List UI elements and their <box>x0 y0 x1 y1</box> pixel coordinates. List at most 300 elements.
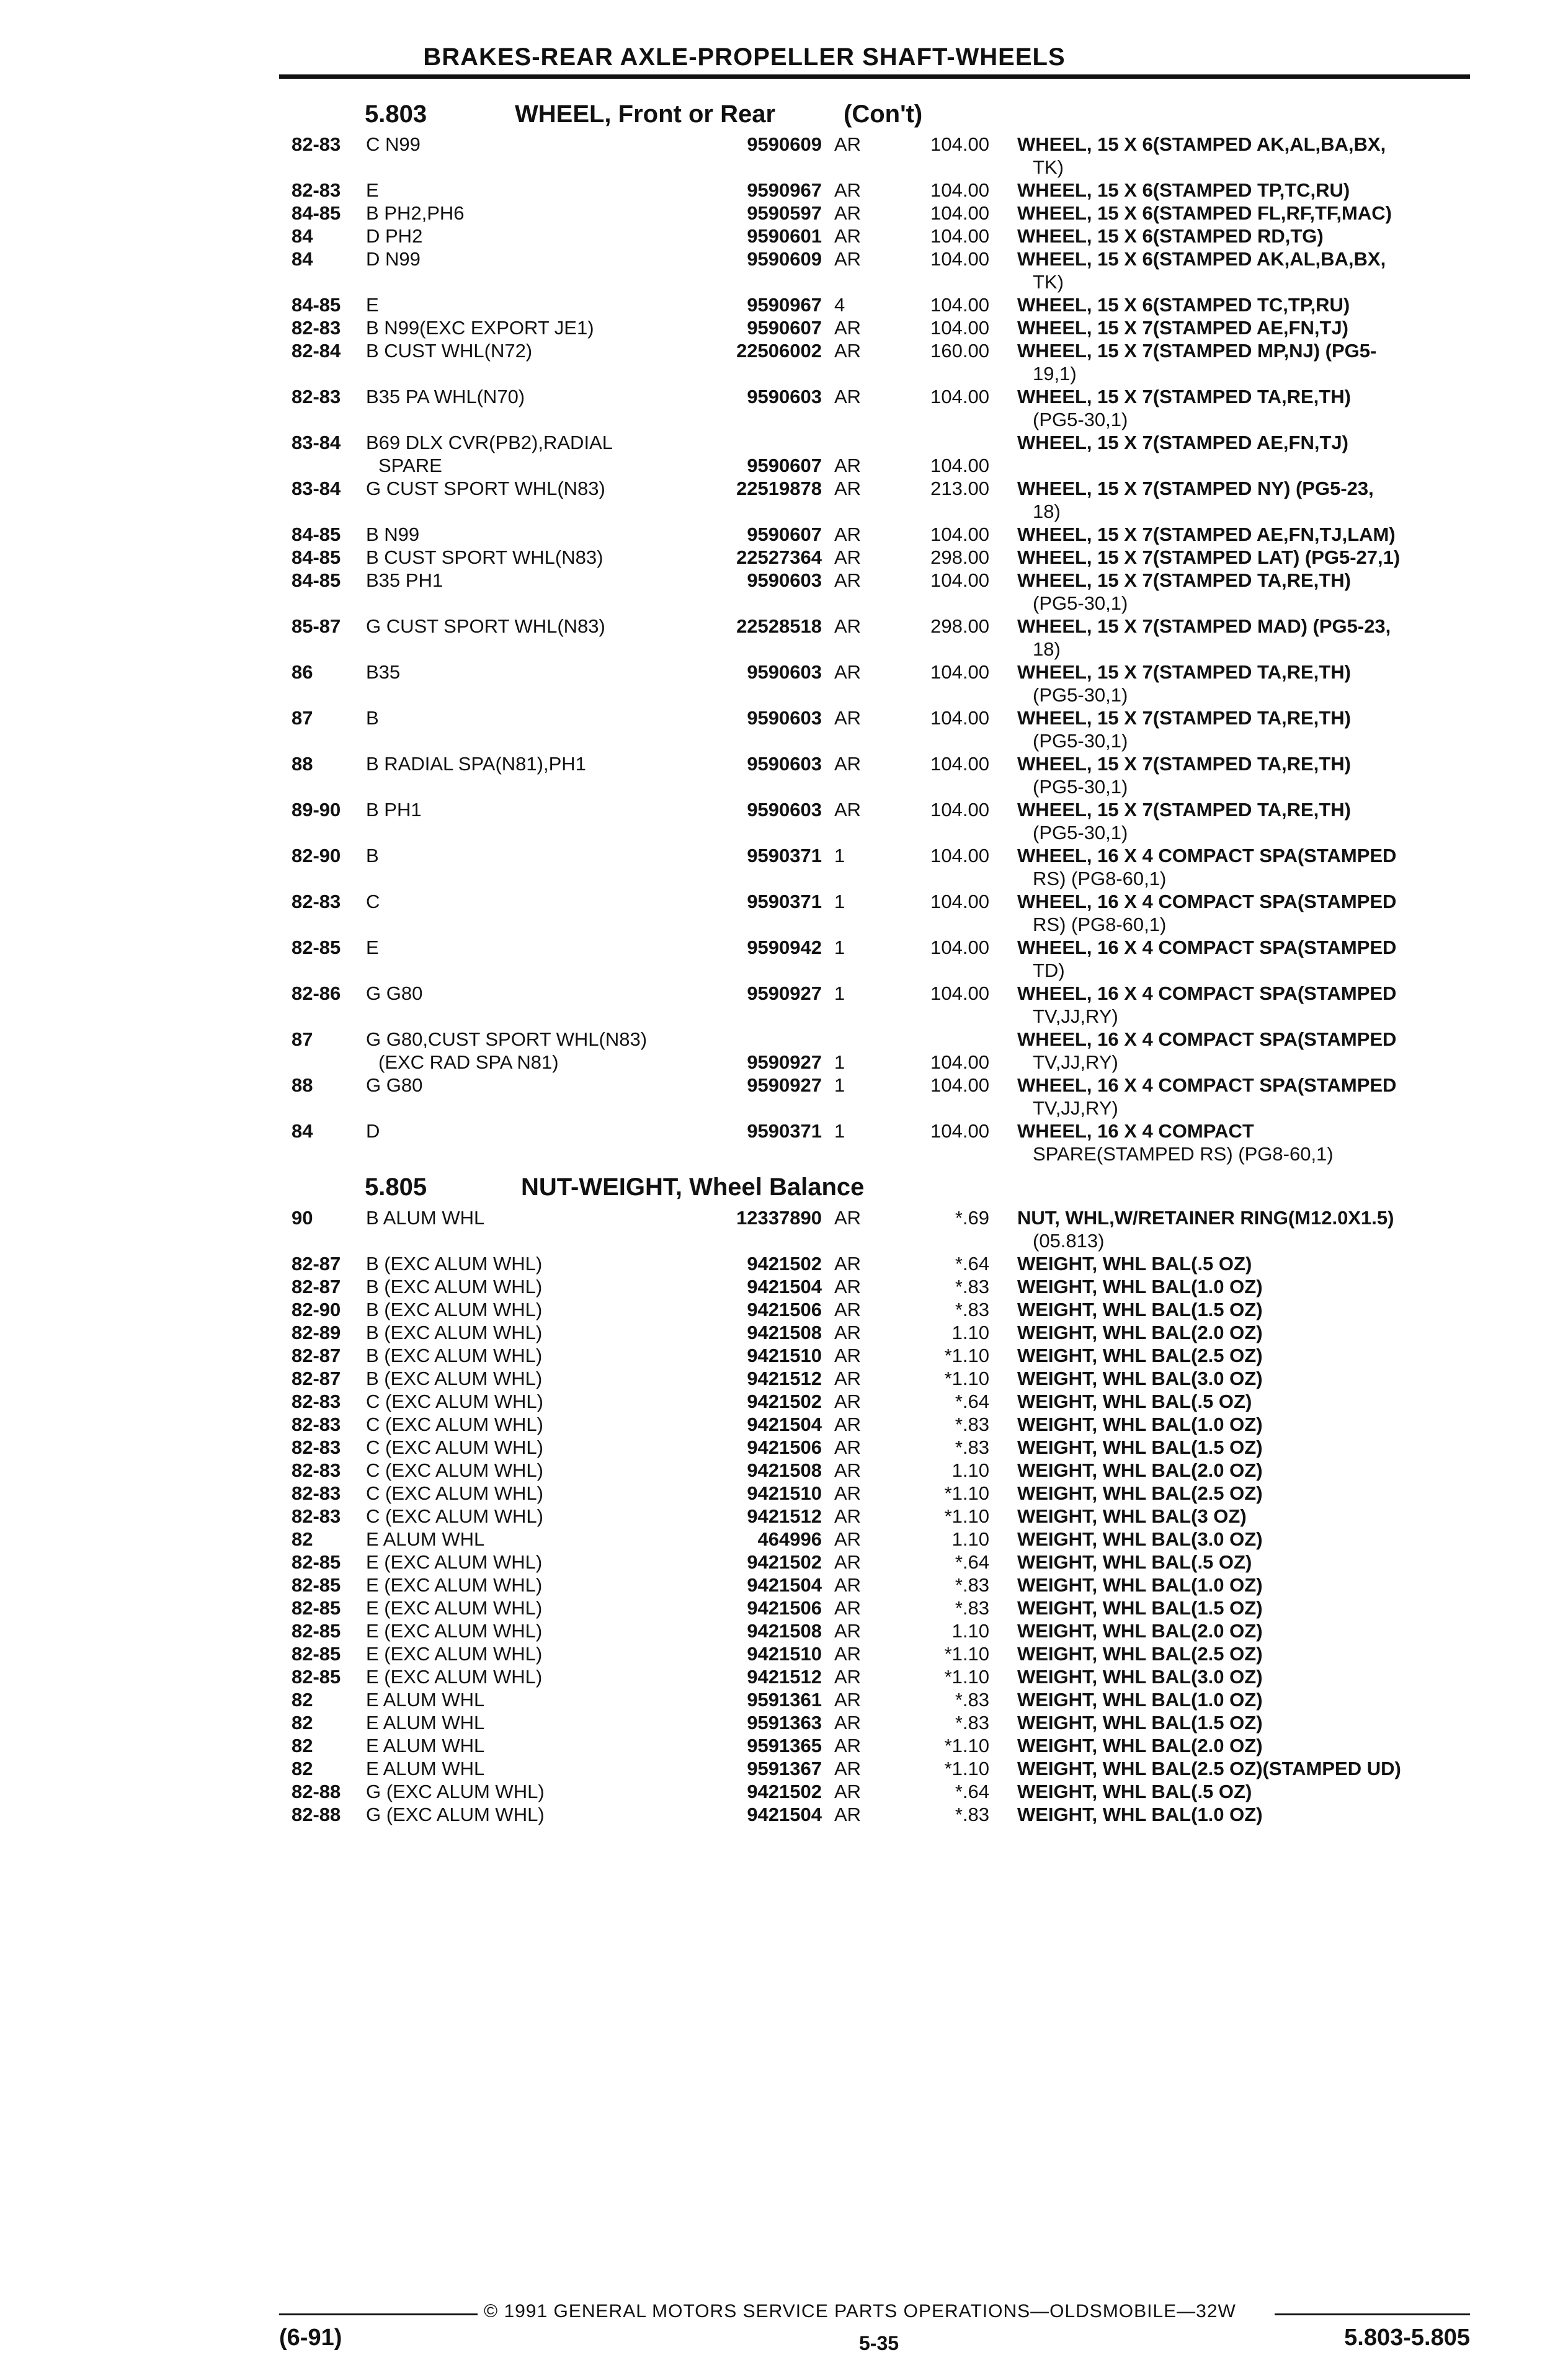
part-description: WEIGHT, WHL BAL(1.5 OZ) <box>1017 1597 1263 1619</box>
table-row <box>0 753 1568 799</box>
price: *1.10 <box>944 1368 989 1389</box>
model-year: 82-83 <box>292 386 341 407</box>
quantity: AR <box>834 1505 862 1527</box>
section-name: NUT-WEIGHT, Wheel Balance <box>521 1173 865 1201</box>
table-row <box>0 317 1568 340</box>
model-year: 82 <box>292 1689 313 1711</box>
quantity: AR <box>834 1689 862 1711</box>
table-row <box>0 1253 1568 1276</box>
price: 104.00 <box>930 707 989 729</box>
part-description: WHEEL, 15 X 6(STAMPED RD,TG) <box>1017 225 1324 247</box>
model-description: B (EXC ALUM WHL) <box>366 1345 543 1366</box>
part-description-cont: 18) <box>1033 638 1061 660</box>
section-number: 5.805 <box>365 1173 427 1201</box>
part-number: 9421510 <box>747 1643 822 1665</box>
model-year: 82 <box>292 1758 313 1779</box>
quantity: AR <box>834 225 862 247</box>
quantity: AR <box>834 753 862 775</box>
price: *1.10 <box>944 1758 989 1779</box>
part-description: WEIGHT, WHL BAL(.5 OZ) <box>1017 1391 1252 1412</box>
model-description: G (EXC ALUM WHL) <box>366 1781 545 1802</box>
table-row <box>0 1391 1568 1413</box>
part-number: 9590927 <box>747 1074 822 1096</box>
table-row <box>0 1712 1568 1735</box>
part-number: 9591363 <box>747 1712 822 1734</box>
price: *.83 <box>955 1436 989 1458</box>
price: *.69 <box>955 1207 989 1229</box>
part-number: 22528518 <box>736 615 822 637</box>
quantity: AR <box>834 799 862 821</box>
part-number: 9590603 <box>747 386 822 407</box>
part-description: WHEEL, 15 X 6(STAMPED FL,RF,TF,MAC) <box>1017 202 1392 224</box>
model-description: B PH2,PH6 <box>366 202 465 224</box>
part-description-cont: TD) <box>1033 959 1065 981</box>
price: *1.10 <box>944 1505 989 1527</box>
price: *1.10 <box>944 1482 989 1504</box>
part-number: 22506002 <box>736 340 822 362</box>
quantity: AR <box>834 707 862 729</box>
model-description: B PH1 <box>366 799 422 821</box>
part-number: 9590603 <box>747 569 822 591</box>
part-description: WEIGHT, WHL BAL(.5 OZ) <box>1017 1551 1252 1573</box>
part-description: WEIGHT, WHL BAL(2.5 OZ) <box>1017 1482 1263 1504</box>
quantity: AR <box>834 1299 862 1320</box>
part-description-cont: TV,JJ,RY) <box>1033 1051 1118 1073</box>
price: 298.00 <box>930 615 989 637</box>
model-year: 82-85 <box>292 1620 341 1642</box>
model-year: 82-87 <box>292 1368 341 1389</box>
price: 104.00 <box>930 179 989 201</box>
price: 1.10 <box>951 1459 989 1481</box>
table-row <box>0 133 1568 179</box>
table-row <box>0 1436 1568 1459</box>
part-number: 9590597 <box>747 202 822 224</box>
quantity: AR <box>834 546 862 568</box>
quantity: AR <box>834 1322 862 1343</box>
model-description: B (EXC ALUM WHL) <box>366 1368 543 1389</box>
model-year: 82-83 <box>292 1459 341 1481</box>
quantity: 4 <box>834 294 845 316</box>
part-number: 9421506 <box>747 1597 822 1619</box>
footer-date: (6-91) <box>279 2325 342 2351</box>
model-description: B <box>366 707 379 729</box>
model-description: B ALUM WHL <box>366 1207 485 1229</box>
part-number: 9421502 <box>747 1391 822 1412</box>
model-description: B35 PH1 <box>366 569 443 591</box>
model-year: 82-83 <box>292 317 341 339</box>
model-description: E ALUM WHL <box>366 1735 485 1756</box>
price: 104.00 <box>930 569 989 591</box>
model-description: G (EXC ALUM WHL) <box>366 1804 545 1825</box>
part-number: 9590603 <box>747 753 822 775</box>
part-description-cont: (PG5-30,1) <box>1033 409 1128 430</box>
quantity: AR <box>834 569 862 591</box>
table-row <box>0 569 1568 615</box>
model-year: 84 <box>292 1120 313 1142</box>
table-row <box>0 1299 1568 1322</box>
part-number: 9590371 <box>747 891 822 912</box>
price: *.64 <box>955 1551 989 1573</box>
part-description: WHEEL, 16 X 4 COMPACT SPA(STAMPED <box>1017 845 1397 866</box>
model-description: B <box>366 845 379 866</box>
model-description: D N99 <box>366 248 421 270</box>
model-year: 82-87 <box>292 1253 341 1275</box>
table-row <box>0 1276 1568 1299</box>
part-description: WEIGHT, WHL BAL(.5 OZ) <box>1017 1781 1252 1802</box>
quantity: AR <box>834 317 862 339</box>
model-description: B69 DLX CVR(PB2),RADIAL <box>366 432 613 453</box>
table-row <box>0 1758 1568 1781</box>
part-description: WHEEL, 16 X 4 COMPACT <box>1017 1120 1254 1142</box>
table-row <box>0 937 1568 982</box>
model-description: E ALUM WHL <box>366 1758 485 1779</box>
model-description: E ALUM WHL <box>366 1528 485 1550</box>
quantity: AR <box>834 133 862 155</box>
part-description: WHEEL, 16 X 4 COMPACT SPA(STAMPED <box>1017 982 1397 1004</box>
price: *.83 <box>955 1712 989 1734</box>
part-number: 9590603 <box>747 661 822 683</box>
part-description: WHEEL, 15 X 7(STAMPED TA,RE,TH) <box>1017 799 1351 821</box>
quantity: AR <box>834 1666 862 1688</box>
price: 104.00 <box>930 799 989 821</box>
model-year: 82-88 <box>292 1781 341 1802</box>
model-year: 84-85 <box>292 202 341 224</box>
footer-rule-right <box>1275 2313 1470 2315</box>
part-number: 9421506 <box>747 1299 822 1320</box>
price: *1.10 <box>944 1345 989 1366</box>
quantity: AR <box>834 1551 862 1573</box>
quantity: AR <box>834 478 862 499</box>
model-year: 82-83 <box>292 1391 341 1412</box>
quantity: AR <box>834 179 862 201</box>
quantity: 1 <box>834 1120 845 1142</box>
part-description-cont: (PG5-30,1) <box>1033 592 1128 614</box>
price: *1.10 <box>944 1643 989 1665</box>
part-number: 9421512 <box>747 1368 822 1389</box>
part-description: WHEEL, 15 X 7(STAMPED LAT) (PG5-27,1) <box>1017 546 1401 568</box>
part-number: 9421510 <box>747 1482 822 1504</box>
part-description: WEIGHT, WHL BAL(2.0 OZ) <box>1017 1322 1263 1343</box>
model-description: C (EXC ALUM WHL) <box>366 1413 543 1435</box>
model-year: 87 <box>292 1028 313 1050</box>
part-number: 9590603 <box>747 707 822 729</box>
part-description: WEIGHT, WHL BAL(2.5 OZ) <box>1017 1345 1263 1366</box>
quantity: 1 <box>834 1051 845 1073</box>
part-description: WEIGHT, WHL BAL(1.5 OZ) <box>1017 1299 1263 1320</box>
model-year: 84-85 <box>292 294 341 316</box>
table-row <box>0 1459 1568 1482</box>
price: *1.10 <box>944 1735 989 1756</box>
part-description: WHEEL, 16 X 4 COMPACT SPA(STAMPED <box>1017 1028 1397 1050</box>
part-description-cont: 19,1) <box>1033 363 1077 385</box>
part-number: 9590601 <box>747 225 822 247</box>
price: *.83 <box>955 1804 989 1825</box>
quantity: AR <box>834 1391 862 1412</box>
model-description: C <box>366 891 380 912</box>
table-row <box>0 1120 1568 1166</box>
quantity: AR <box>834 1459 862 1481</box>
model-description: E ALUM WHL <box>366 1689 485 1711</box>
quantity: AR <box>834 1253 862 1275</box>
part-description-cont: TK) <box>1033 271 1064 293</box>
part-description: WHEEL, 15 X 6(STAMPED AK,AL,BA,BX, <box>1017 133 1386 155</box>
part-number: 9421508 <box>747 1459 822 1481</box>
model-description: B RADIAL SPA(N81),PH1 <box>366 753 586 775</box>
model-year: 86 <box>292 661 313 683</box>
price: *.64 <box>955 1391 989 1412</box>
table-row <box>0 1482 1568 1505</box>
model-year: 84 <box>292 248 313 270</box>
part-description-cont: (PG5-30,1) <box>1033 730 1128 752</box>
part-description: WHEEL, 16 X 4 COMPACT SPA(STAMPED <box>1017 891 1397 912</box>
footer-page-number: 5-35 <box>859 2332 899 2354</box>
model-description: E (EXC ALUM WHL) <box>366 1620 543 1642</box>
table-row <box>0 707 1568 753</box>
page-header-title: BRAKES-REAR AXLE-PROPELLER SHAFT-WHEELS <box>423 43 1066 71</box>
model-description: C (EXC ALUM WHL) <box>366 1436 543 1458</box>
part-description: WHEEL, 16 X 4 COMPACT SPA(STAMPED <box>1017 1074 1397 1096</box>
section-name: WHEEL, Front or Rear <box>515 100 776 128</box>
part-description: WEIGHT, WHL BAL(2.0 OZ) <box>1017 1735 1263 1756</box>
part-description: WEIGHT, WHL BAL(3.0 OZ) <box>1017 1666 1263 1688</box>
part-description: WHEEL, 15 X 7(STAMPED TA,RE,TH) <box>1017 386 1351 407</box>
model-year: 82-85 <box>292 1574 341 1596</box>
table-row <box>0 432 1568 478</box>
model-year: 82-85 <box>292 1551 341 1573</box>
model-year: 82 <box>292 1712 313 1734</box>
model-description: B35 PA WHL(N70) <box>366 386 525 407</box>
model-description: G CUST SPORT WHL(N83) <box>366 478 605 499</box>
model-description: B (EXC ALUM WHL) <box>366 1322 543 1343</box>
model-year: 82-86 <box>292 982 341 1004</box>
part-description-cont: RS) (PG8-60,1) <box>1033 868 1167 889</box>
table-row <box>0 1620 1568 1643</box>
quantity: AR <box>834 523 862 545</box>
table-row <box>0 1505 1568 1528</box>
price: 104.00 <box>930 1120 989 1142</box>
part-description: WEIGHT, WHL BAL(1.0 OZ) <box>1017 1574 1263 1596</box>
table-row <box>0 1643 1568 1666</box>
table-row <box>0 202 1568 225</box>
quantity: AR <box>834 1597 862 1619</box>
part-number: 9421506 <box>747 1436 822 1458</box>
table-row <box>0 982 1568 1028</box>
price: *.83 <box>955 1276 989 1298</box>
price: 298.00 <box>930 546 989 568</box>
part-number: 9590603 <box>747 799 822 821</box>
part-description: WHEEL, 15 X 7(STAMPED TA,RE,TH) <box>1017 661 1351 683</box>
model-description: G G80 <box>366 1074 423 1096</box>
part-description-cont: RS) (PG8-60,1) <box>1033 914 1167 935</box>
quantity: AR <box>834 1781 862 1802</box>
model-description: B (EXC ALUM WHL) <box>366 1276 543 1298</box>
part-description: WHEEL, 15 X 7(STAMPED TA,RE,TH) <box>1017 569 1351 591</box>
quantity: AR <box>834 386 862 407</box>
price: 160.00 <box>930 340 989 362</box>
part-description-cont: (PG5-30,1) <box>1033 776 1128 798</box>
price: 104.00 <box>930 891 989 912</box>
price: 213.00 <box>930 478 989 499</box>
model-description: B N99(EXC EXPORT JE1) <box>366 317 594 339</box>
model-description: C (EXC ALUM WHL) <box>366 1391 543 1412</box>
part-number: 22527364 <box>736 546 822 568</box>
footer-rule-left <box>279 2313 478 2315</box>
part-number: 9590371 <box>747 845 822 866</box>
model-year: 89-90 <box>292 799 341 821</box>
quantity: AR <box>834 661 862 683</box>
model-year: 90 <box>292 1207 313 1229</box>
part-description: WHEEL, 16 X 4 COMPACT SPA(STAMPED <box>1017 937 1397 958</box>
model-description: D PH2 <box>366 225 423 247</box>
part-description: WHEEL, 15 X 6(STAMPED TP,TC,RU) <box>1017 179 1350 201</box>
quantity: AR <box>834 1482 862 1504</box>
part-description-cont: SPARE(STAMPED RS) (PG8-60,1) <box>1033 1143 1334 1165</box>
table-row <box>0 248 1568 294</box>
section-number: 5.803 <box>365 100 427 128</box>
price: *.83 <box>955 1413 989 1435</box>
price: 104.00 <box>930 753 989 775</box>
price: 104.00 <box>930 937 989 958</box>
part-number: 9421502 <box>747 1253 822 1275</box>
part-description-cont: TV,JJ,RY) <box>1033 1097 1118 1119</box>
quantity: AR <box>834 1413 862 1435</box>
part-description: WHEEL, 15 X 7(STAMPED TA,RE,TH) <box>1017 753 1351 775</box>
part-number: 9590967 <box>747 179 822 201</box>
price: *.64 <box>955 1781 989 1802</box>
quantity: AR <box>834 248 862 270</box>
part-number: 9590927 <box>747 1051 822 1073</box>
part-description: WEIGHT, WHL BAL(2.0 OZ) <box>1017 1459 1263 1481</box>
model-year: 82-90 <box>292 1299 341 1320</box>
model-description: C (EXC ALUM WHL) <box>366 1505 543 1527</box>
model-description: E <box>366 937 379 958</box>
price: 104.00 <box>930 386 989 407</box>
price: 1.10 <box>951 1620 989 1642</box>
model-description: C (EXC ALUM WHL) <box>366 1482 543 1504</box>
part-description: WEIGHT, WHL BAL(1.0 OZ) <box>1017 1276 1263 1298</box>
part-description-cont: (PG5-30,1) <box>1033 822 1128 844</box>
quantity: AR <box>834 1620 862 1642</box>
table-row <box>0 1322 1568 1345</box>
table-row <box>0 799 1568 845</box>
part-number: 9590371 <box>747 1120 822 1142</box>
part-number: 9590609 <box>747 133 822 155</box>
price: *.83 <box>955 1597 989 1619</box>
part-number: 9590609 <box>747 248 822 270</box>
part-number: 9421502 <box>747 1551 822 1573</box>
part-description: WEIGHT, WHL BAL(1.0 OZ) <box>1017 1804 1263 1825</box>
quantity: AR <box>834 1643 862 1665</box>
table-row <box>0 1413 1568 1436</box>
model-year: 82-85 <box>292 1643 341 1665</box>
model-year: 82 <box>292 1735 313 1756</box>
part-description: WEIGHT, WHL BAL(3.0 OZ) <box>1017 1528 1263 1550</box>
model-year: 82-83 <box>292 179 341 201</box>
model-year: 82-89 <box>292 1322 341 1343</box>
model-year: 82-83 <box>292 1436 341 1458</box>
model-year: 83-84 <box>292 432 341 453</box>
price: *.83 <box>955 1574 989 1596</box>
part-description: WEIGHT, WHL BAL(3.0 OZ) <box>1017 1368 1263 1389</box>
model-description: E (EXC ALUM WHL) <box>366 1597 543 1619</box>
model-year: 85-87 <box>292 615 341 637</box>
price: 104.00 <box>930 661 989 683</box>
table-row <box>0 546 1568 569</box>
model-description: E <box>366 179 379 201</box>
part-description: WEIGHT, WHL BAL(1.5 OZ) <box>1017 1712 1263 1734</box>
model-description: E (EXC ALUM WHL) <box>366 1643 543 1665</box>
part-description: WHEEL, 15 X 6(STAMPED TC,TP,RU) <box>1017 294 1350 316</box>
part-number: 9590942 <box>747 937 822 958</box>
part-description: WHEEL, 15 X 7(STAMPED AE,FN,TJ) <box>1017 317 1348 339</box>
table-row <box>0 1207 1568 1253</box>
model-description: C N99 <box>366 133 421 155</box>
quantity: AR <box>834 1735 862 1756</box>
table-row <box>0 1735 1568 1758</box>
model-year: 82-87 <box>292 1345 341 1366</box>
part-description: WHEEL, 15 X 7(STAMPED TA,RE,TH) <box>1017 707 1351 729</box>
price: 104.00 <box>930 294 989 316</box>
quantity: AR <box>834 1712 862 1734</box>
quantity: AR <box>834 202 862 224</box>
model-year: 82-83 <box>292 1413 341 1435</box>
table-row <box>0 340 1568 386</box>
part-description: NUT, WHL,W/RETAINER RING(M12.0X1.5) <box>1017 1207 1394 1229</box>
table-row <box>0 225 1568 248</box>
part-description-cont: 18) <box>1033 501 1061 522</box>
part-number: 9590607 <box>747 523 822 545</box>
part-number: 9591365 <box>747 1735 822 1756</box>
part-number: 9421510 <box>747 1345 822 1366</box>
table-row <box>0 845 1568 891</box>
footer-section-range: 5.803-5.805 <box>1344 2325 1470 2351</box>
part-number: 9421512 <box>747 1505 822 1527</box>
table-row <box>0 386 1568 432</box>
part-description: WHEEL, 15 X 7(STAMPED AE,FN,TJ,LAM) <box>1017 523 1396 545</box>
price: *.83 <box>955 1299 989 1320</box>
price: 104.00 <box>930 133 989 155</box>
price: 104.00 <box>930 455 989 476</box>
section-heading <box>0 1173 1568 1202</box>
part-description: WEIGHT, WHL BAL(1.0 OZ) <box>1017 1413 1263 1435</box>
model-year: 83-84 <box>292 478 341 499</box>
table-row <box>0 1074 1568 1120</box>
model-description: B N99 <box>366 523 420 545</box>
quantity: 1 <box>834 891 845 912</box>
model-description-cont: SPARE <box>378 455 442 476</box>
model-year: 84-85 <box>292 569 341 591</box>
part-number: 12337890 <box>736 1207 822 1229</box>
part-description: WEIGHT, WHL BAL(2.5 OZ)(STAMPED UD) <box>1017 1758 1401 1779</box>
part-number: 9421504 <box>747 1413 822 1435</box>
price: 1.10 <box>951 1528 989 1550</box>
table-row <box>0 1028 1568 1074</box>
quantity: AR <box>834 1804 862 1825</box>
price: 104.00 <box>930 1074 989 1096</box>
model-description: C (EXC ALUM WHL) <box>366 1459 543 1481</box>
table-row <box>0 891 1568 937</box>
table-row <box>0 1574 1568 1597</box>
table-row <box>0 478 1568 523</box>
table-row <box>0 1345 1568 1368</box>
table-row <box>0 1551 1568 1574</box>
part-number: 9421502 <box>747 1781 822 1802</box>
quantity: AR <box>834 1207 862 1229</box>
part-number: 9591367 <box>747 1758 822 1779</box>
model-year: 82-90 <box>292 845 341 866</box>
part-number: 9421512 <box>747 1666 822 1688</box>
footer-copyright: © 1991 GENERAL MOTORS SERVICE PARTS OPERATIONS—OLDSMOBILE—32W <box>484 2301 1236 2322</box>
